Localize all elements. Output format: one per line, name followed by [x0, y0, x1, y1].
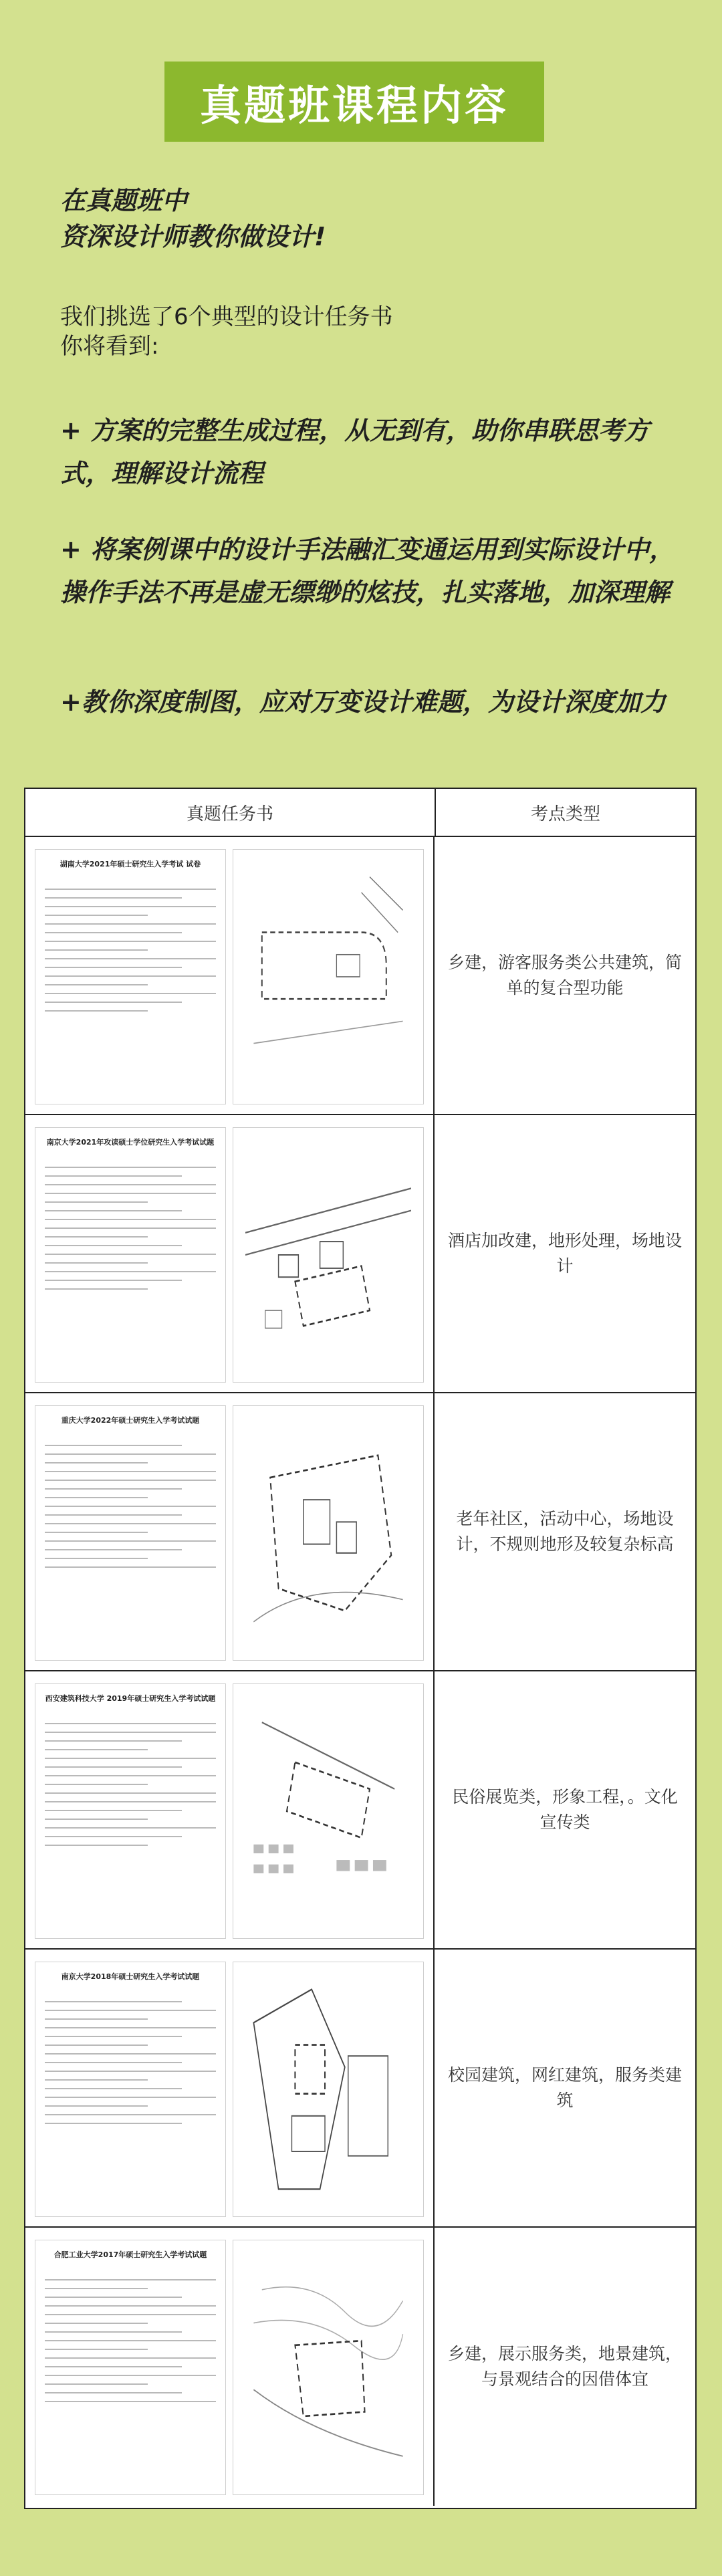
exam-document-thumbnail	[25, 1950, 435, 2226]
table-row	[25, 1393, 695, 1671]
intro-line-1: 在真题班中	[60, 186, 188, 215]
site-plan-drawing	[233, 1683, 424, 1939]
table-row	[25, 837, 695, 1115]
topic-type: 酒店加改建，地形处理，场地设计	[447, 1231, 682, 1276]
document-title: 湖南大学2021年硕士研究生入学考试 试卷	[59, 860, 201, 868]
header-topic-type: 考点类型	[530, 804, 600, 824]
exam-document-thumbnail	[25, 1115, 435, 1392]
topic-type: 乡建，游客服务类公共建筑，简单的复合型功能	[447, 953, 682, 998]
intro-line-4: 你将看到:	[60, 333, 159, 360]
document-title: 合肥工业大学2017年硕士研究生入学考试试题	[53, 2250, 207, 2259]
bullet-2: + 将案例课中的设计手法融汇变通运用到实际设计中，操作手法不再是虚无缥缈的炫技，扎实落地，加深理解	[60, 535, 675, 607]
document-page	[35, 1962, 226, 2217]
header-exam-brief: 真题任务书	[25, 789, 436, 836]
table-row	[25, 1115, 695, 1393]
bullet-1: + 方案的完整生成过程，从无到有，助你串联思考方式，理解设计流程	[60, 416, 650, 488]
site-plan-drawing	[233, 1405, 424, 1661]
document-title: 西安建筑科技大学 2019年硕士研究生入学考试试题	[45, 1694, 216, 1703]
document-page	[35, 1683, 226, 1939]
page-title: 真题班课程内容	[164, 62, 544, 142]
table-row	[25, 1950, 695, 2228]
site-plan-drawing	[233, 1962, 424, 2217]
document-page	[35, 1127, 226, 1383]
exam-document-thumbnail	[25, 1671, 435, 1948]
bullet-3: +教你深度制图，应对万变设计难题，为设计深度加力	[60, 687, 666, 717]
intro-line-2: 资深设计师教你做设计!	[60, 222, 326, 251]
exam-document-thumbnail	[25, 1393, 435, 1670]
document-page	[35, 2240, 226, 2495]
site-plan-drawing	[233, 2240, 424, 2495]
document-title: 重庆大学2022年硕士研究生入学考试试题	[61, 1416, 200, 1425]
topic-type: 乡建，展示服务类，地景建筑，与景观结合的因借体宜	[447, 2344, 682, 2389]
exam-document-thumbnail	[25, 837, 435, 1114]
document-title: 南京大学2021年攻读硕士学位研究生入学考试试题	[46, 1138, 215, 1147]
intro-line-3: 我们挑选了6个典型的设计任务书	[60, 304, 393, 330]
topic-type: 民俗展览类，形象工程，。文化宣传类	[452, 1787, 678, 1832]
document-title: 南京大学2018年硕士研究生入学考试试题	[61, 1972, 200, 1981]
table-row	[25, 2228, 695, 2506]
topic-type: 校园建筑，网红建筑，服务类建筑	[447, 2065, 682, 2110]
table-header	[25, 789, 695, 837]
table-row	[25, 1671, 695, 1950]
document-page	[35, 849, 226, 1104]
site-plan-drawing	[233, 1127, 424, 1383]
exam-table	[24, 788, 697, 2509]
exam-document-thumbnail	[25, 2228, 435, 2506]
topic-type: 老年社区，活动中心，场地设计，不规则地形及较复杂标高	[456, 1509, 674, 1554]
site-plan-drawing	[233, 849, 424, 1104]
document-page	[35, 1405, 226, 1661]
